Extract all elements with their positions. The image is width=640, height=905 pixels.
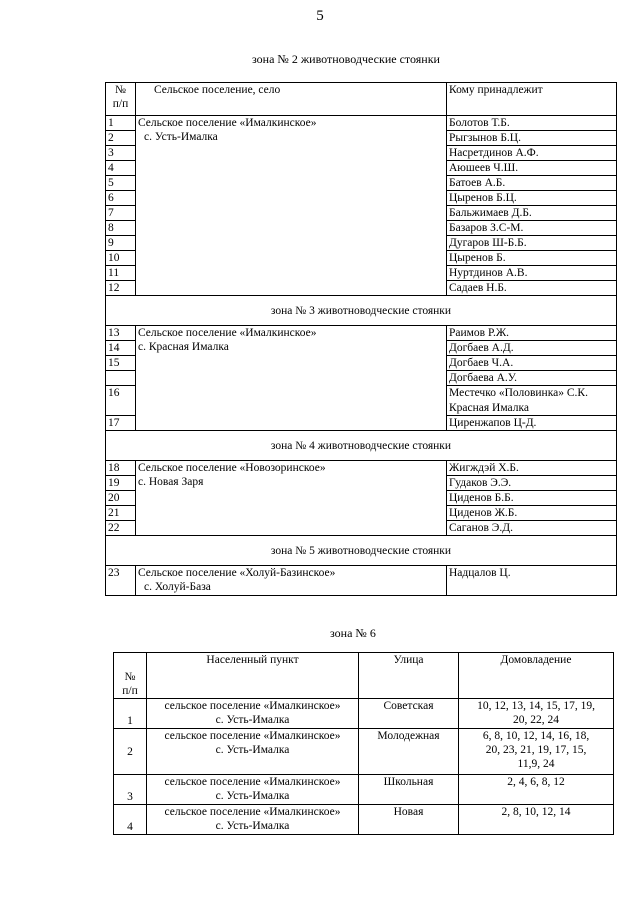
place-header: Сельское поселение, село xyxy=(136,83,447,116)
owner-cell: Циренжапов Ц-Д. xyxy=(447,416,617,431)
row-num: 1 xyxy=(114,699,147,729)
row-num: 15 xyxy=(106,356,136,371)
num-header-a: № xyxy=(124,671,136,683)
households-table xyxy=(113,652,614,835)
owner-cell: Догбаева А.У. xyxy=(447,371,617,386)
row-num: 4 xyxy=(106,161,136,176)
row-num: 9 xyxy=(106,236,136,251)
row-num: 17 xyxy=(106,416,136,431)
owner-cell: Дугаров Ш-Б.Б. xyxy=(447,236,617,251)
owner-cell: Догбаев Ч.А. xyxy=(447,356,617,371)
village-name: с. Красная Ималка xyxy=(138,341,229,353)
owner-cell: Раимов Р.Ж. xyxy=(447,326,617,341)
row-num: 16 xyxy=(106,386,136,401)
table-row xyxy=(114,805,614,835)
row-num: 3 xyxy=(106,146,136,161)
village-name: с. Холуй-База xyxy=(144,581,211,593)
place-cell xyxy=(136,326,447,431)
owner-cell: Цыренов Б. xyxy=(447,251,617,266)
row-num: 19 xyxy=(106,476,136,491)
place-cell xyxy=(136,116,447,296)
num-header-b: п/п xyxy=(112,98,129,110)
place-cell xyxy=(147,729,359,775)
num-header-b: п/п xyxy=(122,685,138,697)
village-name: с. Новая Заря xyxy=(138,476,204,488)
row-num xyxy=(106,401,136,416)
houses-line: 11,9, 24 xyxy=(517,758,555,770)
row-num: 18 xyxy=(106,461,136,476)
village-name: с. Усть-Ималка xyxy=(215,790,290,802)
houses-line: 20, 23, 21, 19, 17, 15, xyxy=(485,744,587,756)
owner-cell: Садаев Н.Б. xyxy=(447,281,617,296)
place-name: сельское поселение «Ималкинское» xyxy=(164,776,341,788)
owner-cell: Местечко «Половинка» С.К. xyxy=(447,386,617,401)
village-name: с. Усть-Ималка xyxy=(215,820,290,832)
num-header xyxy=(106,83,136,116)
row-num: 10 xyxy=(106,251,136,266)
owner-cell: Красная Ималка xyxy=(447,401,617,416)
owner-cell: Базаров З.С-М. xyxy=(447,221,617,236)
row-num: 4 xyxy=(114,805,147,835)
place-cell xyxy=(147,775,359,805)
place-cell xyxy=(136,566,447,596)
owner-cell: Болотов Т.Б. xyxy=(447,116,617,131)
village-name: с. Усть-Ималка xyxy=(144,131,218,143)
row-num: 8 xyxy=(106,221,136,236)
place-name: сельское поселение «Ималкинское» xyxy=(164,806,341,818)
row-num: 20 xyxy=(106,491,136,506)
houses-cell: 2, 8, 10, 12, 14 xyxy=(459,805,614,835)
row-num: 3 xyxy=(114,775,147,805)
zone3-title: зона № 3 животноводческие стоянки xyxy=(106,296,617,326)
owner-cell: Бальжимаев Д.Б. xyxy=(447,206,617,221)
place-header: Населенный пункт xyxy=(147,653,359,699)
row-num: 13 xyxy=(106,326,136,341)
place-name: сельское поселение «Ималкинское» xyxy=(164,700,341,712)
num-header-a: № xyxy=(115,84,126,96)
owner-cell: Нуртдинов А.В. xyxy=(447,266,617,281)
table-row xyxy=(114,729,614,775)
place-name: сельское поселение «Ималкинское» xyxy=(164,730,341,742)
zone5-title: зона № 5 животноводческие стоянки xyxy=(106,536,617,566)
street-cell: Молодежная xyxy=(359,729,459,775)
page-number: 5 xyxy=(316,8,324,24)
row-num: 6 xyxy=(106,191,136,206)
place-name: Сельское поселение «Холуй-Базинское» xyxy=(138,567,336,579)
village-name: с. Усть-Ималка xyxy=(215,744,290,756)
owner-cell: Саганов Э.Д. xyxy=(447,521,617,536)
street-cell: Новая xyxy=(359,805,459,835)
houses-line: 10, 12, 13, 14, 15, 17, 19, xyxy=(477,700,595,712)
owner-header: Кому принадлежит xyxy=(447,83,617,116)
houses-line: 20, 22, 24 xyxy=(513,714,559,726)
owner-cell: Батоев А.Б. xyxy=(447,176,617,191)
street-cell: Школьная xyxy=(359,775,459,805)
row-num xyxy=(106,371,136,386)
row-num: 22 xyxy=(106,521,136,536)
row-num: 2 xyxy=(114,729,147,775)
houses-line: 6, 8, 10, 12, 14, 16, 18, xyxy=(482,730,590,742)
houses-cell: 2, 4, 6, 8, 12 xyxy=(459,775,614,805)
row-num: 2 xyxy=(106,131,136,146)
houses-cell xyxy=(459,729,614,775)
owner-cell: Аюшеев Ч.Ш. xyxy=(447,161,617,176)
table-row xyxy=(114,775,614,805)
place-name: Сельское поселение «Новозоринское» xyxy=(138,462,326,474)
zone4-title: зона № 4 животноводческие стоянки xyxy=(106,431,617,461)
zone2-title: зона № 2 животноводческие стоянки xyxy=(252,52,440,66)
owner-cell: Циденов Б.Б. xyxy=(447,491,617,506)
owner-cell: Надцалов Ц. xyxy=(447,566,617,596)
houses-header: Домовладение xyxy=(459,653,614,699)
table-row xyxy=(114,699,614,729)
owner-cell: Циденов Ж.Б. xyxy=(447,506,617,521)
zone6-title: зона № 6 xyxy=(330,626,376,640)
street-cell: Советская xyxy=(359,699,459,729)
owner-cell: Догбаев А.Д. xyxy=(447,341,617,356)
row-num: 11 xyxy=(106,266,136,281)
row-num: 21 xyxy=(106,506,136,521)
row-num: 1 xyxy=(106,116,136,131)
row-num: 5 xyxy=(106,176,136,191)
row-num: 7 xyxy=(106,206,136,221)
row-num: 14 xyxy=(106,341,136,356)
houses-cell xyxy=(459,699,614,729)
street-header: Улица xyxy=(359,653,459,699)
place-cell xyxy=(147,805,359,835)
owner-cell: Гудаков Э.Э. xyxy=(447,476,617,491)
owner-cell: Жигждэй Х.Б. xyxy=(447,461,617,476)
owner-cell: Рыгзынов Б.Ц. xyxy=(447,131,617,146)
village-name: с. Усть-Ималка xyxy=(215,714,290,726)
place-cell xyxy=(136,461,447,536)
row-num: 12 xyxy=(106,281,136,296)
owner-cell: Насретдинов А.Ф. xyxy=(447,146,617,161)
place-cell xyxy=(147,699,359,729)
place-name: Сельское поселение «Ималкинское» xyxy=(138,327,317,339)
row-num: 23 xyxy=(106,566,136,596)
place-name: Сельское поселение «Ималкинское» xyxy=(138,117,317,129)
stations-table xyxy=(105,82,617,596)
num-header xyxy=(114,653,147,699)
owner-cell: Цыренов Б.Ц. xyxy=(447,191,617,206)
